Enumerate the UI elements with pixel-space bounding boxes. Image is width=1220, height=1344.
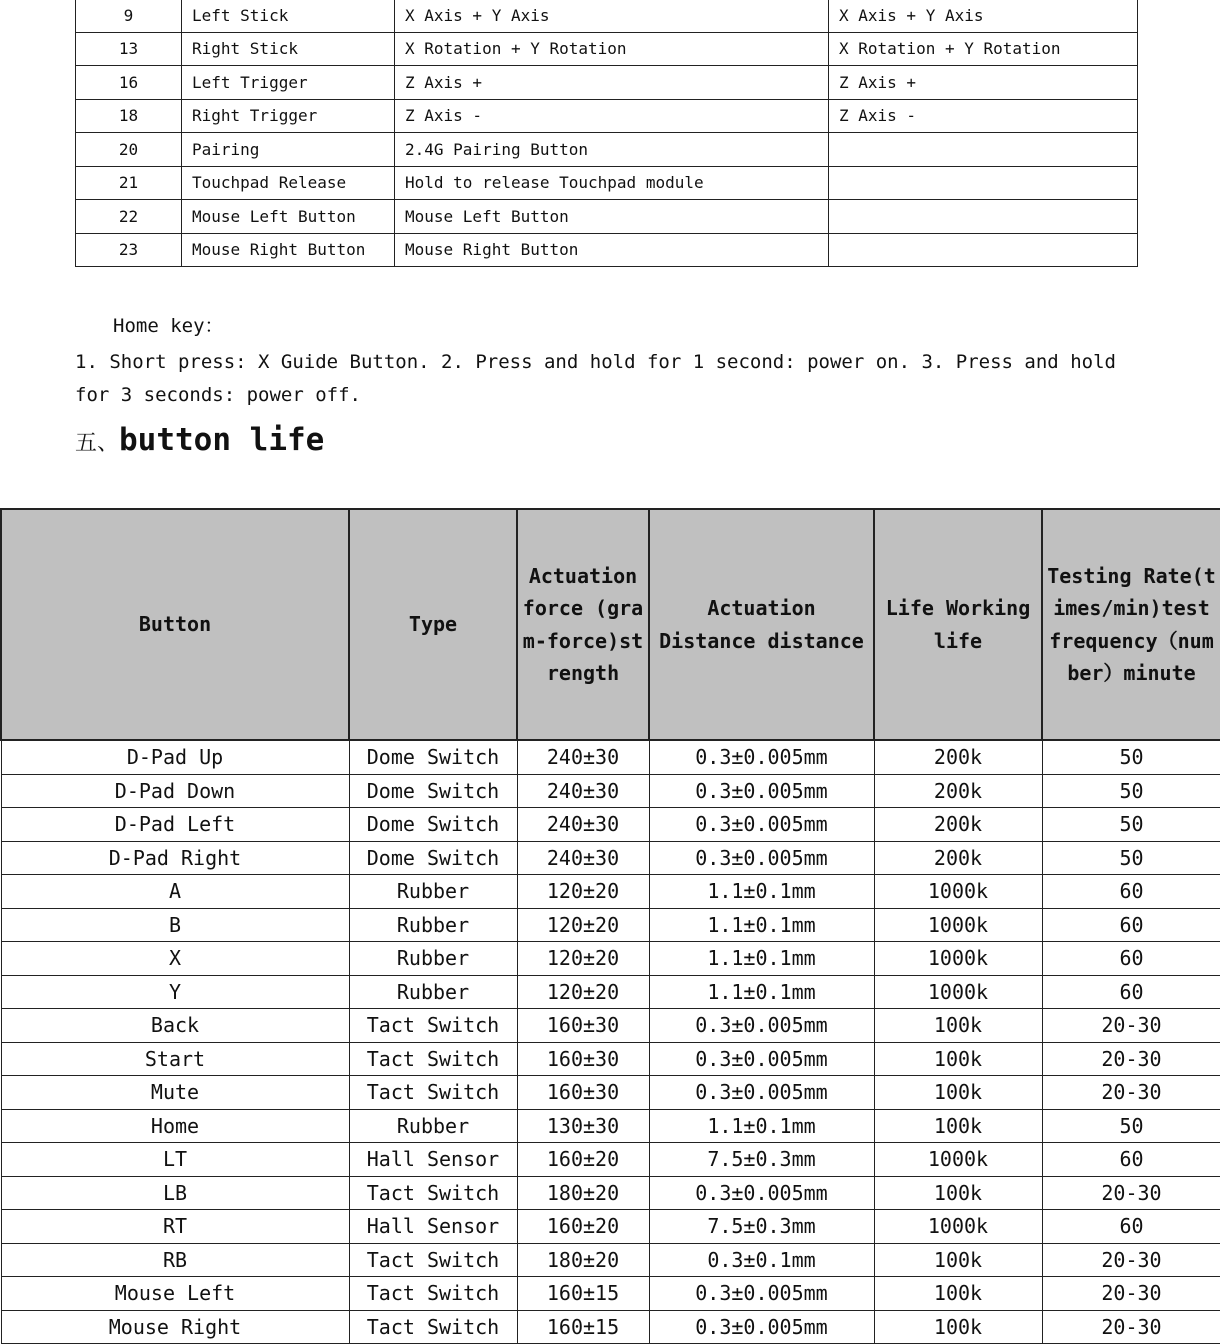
- actuation-distance-cell: 0.3±0.005mm: [649, 1176, 874, 1210]
- actuation-force-cell: 160±30: [517, 1076, 649, 1110]
- table-row: [1, 774, 1220, 808]
- button-name-cell: Home: [1, 1109, 349, 1143]
- working-life-cell: 100k: [874, 1009, 1042, 1043]
- actuation-force-cell: 160±15: [517, 1277, 649, 1311]
- working-life-cell: 1000k: [874, 975, 1042, 1009]
- testing-rate-cell: 50: [1042, 808, 1220, 842]
- actuation-distance-cell: 0.3±0.005mm: [649, 740, 874, 774]
- switch-type-cell: Dome Switch: [349, 841, 517, 875]
- section-title: button life: [119, 422, 325, 458]
- table-row: [1, 1143, 1220, 1177]
- actuation-force-cell: 120±20: [517, 908, 649, 942]
- mapping-function-cell: X Rotation + Y Rotation: [395, 32, 829, 66]
- button-mapping-table-body: [76, 0, 1138, 267]
- actuation-force-cell: 240±30: [517, 808, 649, 842]
- mapping-number-cell: 18: [76, 99, 182, 133]
- switch-type-cell: Dome Switch: [349, 774, 517, 808]
- mapping-mode-cell: [829, 233, 1138, 267]
- section-number: 五、: [75, 431, 120, 456]
- mapping-function-cell: Z Axis -: [395, 99, 829, 133]
- working-life-cell: 100k: [874, 1042, 1042, 1076]
- working-life-cell: 200k: [874, 808, 1042, 842]
- switch-type-cell: Tact Switch: [349, 1310, 517, 1344]
- mapping-name-cell: Right Trigger: [182, 99, 395, 133]
- testing-rate-cell: 50: [1042, 774, 1220, 808]
- mapping-mode-cell: [829, 166, 1138, 200]
- actuation-force-cell: 160±20: [517, 1143, 649, 1177]
- actuation-force-cell: 160±30: [517, 1042, 649, 1076]
- testing-rate-cell: 60: [1042, 975, 1220, 1009]
- testing-rate-cell: 20-30: [1042, 1277, 1220, 1311]
- header-testing-rate: Testing Rate(times/min)test frequency（number）minute: [1042, 509, 1220, 740]
- table-row: [1, 1042, 1220, 1076]
- table-row: [1, 1310, 1220, 1344]
- mapping-name-cell: Left Stick: [182, 0, 395, 32]
- table-row: [1, 908, 1220, 942]
- button-name-cell: Mouse Left: [1, 1277, 349, 1311]
- testing-rate-cell: 20-30: [1042, 1076, 1220, 1110]
- mapping-number-cell: 9: [76, 0, 182, 32]
- header-actuation-distance-text: Actuation Distance distance: [659, 596, 864, 653]
- switch-type-cell: Hall Sensor: [349, 1143, 517, 1177]
- mapping-mode-cell: Z Axis +: [829, 66, 1138, 100]
- actuation-force-cell: 160±20: [517, 1210, 649, 1244]
- actuation-force-cell: 180±20: [517, 1176, 649, 1210]
- button-name-cell: A: [1, 875, 349, 909]
- table-row: [1, 808, 1220, 842]
- table-row: [76, 233, 1138, 267]
- button-life-table: [0, 508, 1220, 1344]
- table-row: [1, 1243, 1220, 1277]
- button-life-table-body: [1, 740, 1220, 1344]
- switch-type-cell: Rubber: [349, 875, 517, 909]
- header-life: Life Working life: [874, 509, 1042, 740]
- mapping-name-cell: Mouse Right Button: [182, 233, 395, 267]
- switch-type-cell: Tact Switch: [349, 1042, 517, 1076]
- mapping-function-cell: X Axis + Y Axis: [395, 0, 829, 32]
- button-name-cell: B: [1, 908, 349, 942]
- button-name-cell: D-Pad Right: [1, 841, 349, 875]
- home-key-description: 1. Short press: X Guide Button. 2. Press and hold for 1 second: power on. 3. Press and hold for 3 seconds: power off.: [75, 351, 1116, 406]
- mapping-function-cell: 2.4G Pairing Button: [395, 133, 829, 167]
- working-life-cell: 1000k: [874, 908, 1042, 942]
- actuation-force-cell: 130±30: [517, 1109, 649, 1143]
- actuation-force-cell: 180±20: [517, 1243, 649, 1277]
- working-life-cell: 100k: [874, 1176, 1042, 1210]
- actuation-distance-cell: 1.1±0.1mm: [649, 875, 874, 909]
- switch-type-cell: Rubber: [349, 1109, 517, 1143]
- actuation-force-cell: 120±20: [517, 975, 649, 1009]
- button-name-cell: LB: [1, 1176, 349, 1210]
- mapping-name-cell: Right Stick: [182, 32, 395, 66]
- actuation-distance-cell: 0.3±0.005mm: [649, 1009, 874, 1043]
- mapping-function-cell: Mouse Left Button: [395, 200, 829, 234]
- actuation-force-cell: 120±20: [517, 875, 649, 909]
- working-life-cell: 1000k: [874, 1143, 1042, 1177]
- actuation-distance-cell: 1.1±0.1mm: [649, 975, 874, 1009]
- button-name-cell: Start: [1, 1042, 349, 1076]
- switch-type-cell: Tact Switch: [349, 1076, 517, 1110]
- switch-type-cell: Rubber: [349, 908, 517, 942]
- button-name-cell: RT: [1, 1210, 349, 1244]
- table-row: [76, 99, 1138, 133]
- testing-rate-cell: 50: [1042, 841, 1220, 875]
- actuation-force-cell: 240±30: [517, 841, 649, 875]
- section-heading: [75, 422, 324, 458]
- table-row: [1, 740, 1220, 774]
- actuation-distance-cell: 1.1±0.1mm: [649, 1109, 874, 1143]
- testing-rate-cell: 20-30: [1042, 1243, 1220, 1277]
- button-name-cell: D-Pad Down: [1, 774, 349, 808]
- table-row: [76, 66, 1138, 100]
- actuation-distance-cell: 1.1±0.1mm: [649, 942, 874, 976]
- table-row: [76, 0, 1138, 32]
- actuation-force-cell: 160±15: [517, 1310, 649, 1344]
- mapping-name-cell: Mouse Left Button: [182, 200, 395, 234]
- table-row: [76, 166, 1138, 200]
- mapping-number-cell: 13: [76, 32, 182, 66]
- button-name-cell: D-Pad Up: [1, 740, 349, 774]
- button-name-cell: Y: [1, 975, 349, 1009]
- mapping-mode-cell: [829, 133, 1138, 167]
- button-name-cell: Mute: [1, 1076, 349, 1110]
- table-row: [76, 133, 1138, 167]
- working-life-cell: 1000k: [874, 875, 1042, 909]
- actuation-force-cell: 160±30: [517, 1009, 649, 1043]
- mapping-name-cell: Touchpad Release: [182, 166, 395, 200]
- home-key-label: Home key：: [113, 315, 224, 337]
- mapping-function-cell: Hold to release Touchpad module: [395, 166, 829, 200]
- actuation-distance-cell: 0.3±0.005mm: [649, 1042, 874, 1076]
- actuation-distance-cell: 0.3±0.005mm: [649, 1277, 874, 1311]
- switch-type-cell: Dome Switch: [349, 740, 517, 774]
- mapping-function-cell: Mouse Right Button: [395, 233, 829, 267]
- working-life-cell: 100k: [874, 1277, 1042, 1311]
- testing-rate-cell: 50: [1042, 1109, 1220, 1143]
- switch-type-cell: Tact Switch: [349, 1176, 517, 1210]
- mapping-number-cell: 16: [76, 66, 182, 100]
- button-name-cell: RB: [1, 1243, 349, 1277]
- switch-type-cell: Tact Switch: [349, 1009, 517, 1043]
- testing-rate-cell: 60: [1042, 875, 1220, 909]
- testing-rate-cell: 60: [1042, 1210, 1220, 1244]
- button-name-cell: LT: [1, 1143, 349, 1177]
- mapping-name-cell: Pairing: [182, 133, 395, 167]
- button-name-cell: Mouse Right: [1, 1310, 349, 1344]
- table-row: [1, 1009, 1220, 1043]
- header-actuation-force: Actuation force (gram-force)strength: [517, 509, 649, 740]
- mapping-mode-cell: Z Axis -: [829, 99, 1138, 133]
- switch-type-cell: Tact Switch: [349, 1243, 517, 1277]
- mapping-mode-cell: [829, 200, 1138, 234]
- working-life-cell: 100k: [874, 1076, 1042, 1110]
- table-row: [76, 32, 1138, 66]
- mapping-mode-cell: X Axis + Y Axis: [829, 0, 1138, 32]
- actuation-distance-cell: 7.5±0.3mm: [649, 1210, 874, 1244]
- mapping-number-cell: 22: [76, 200, 182, 234]
- testing-rate-cell: 60: [1042, 942, 1220, 976]
- testing-rate-cell: 20-30: [1042, 1042, 1220, 1076]
- table-row: [1, 1176, 1220, 1210]
- working-life-cell: 1000k: [874, 1210, 1042, 1244]
- table-row: [1, 1076, 1220, 1110]
- switch-type-cell: Rubber: [349, 942, 517, 976]
- working-life-cell: 200k: [874, 774, 1042, 808]
- switch-type-cell: Rubber: [349, 975, 517, 1009]
- button-name-cell: X: [1, 942, 349, 976]
- life-table-header-row: [1, 509, 1220, 740]
- mapping-name-cell: Left Trigger: [182, 66, 395, 100]
- testing-rate-cell: 20-30: [1042, 1176, 1220, 1210]
- actuation-distance-cell: 0.3±0.1mm: [649, 1243, 874, 1277]
- actuation-distance-cell: 0.3±0.005mm: [649, 841, 874, 875]
- actuation-distance-cell: 0.3±0.005mm: [649, 1076, 874, 1110]
- working-life-cell: 100k: [874, 1310, 1042, 1344]
- table-row: [1, 942, 1220, 976]
- button-name-cell: Back: [1, 1009, 349, 1043]
- testing-rate-cell: 50: [1042, 740, 1220, 774]
- working-life-cell: 200k: [874, 740, 1042, 774]
- actuation-distance-cell: 0.3±0.005mm: [649, 1310, 874, 1344]
- working-life-cell: 1000k: [874, 942, 1042, 976]
- table-row: [1, 1210, 1220, 1244]
- table-row: [1, 1109, 1220, 1143]
- mapping-number-cell: 23: [76, 233, 182, 267]
- mapping-mode-cell: X Rotation + Y Rotation: [829, 32, 1138, 66]
- mapping-number-cell: 21: [76, 166, 182, 200]
- testing-rate-cell: 20-30: [1042, 1009, 1220, 1043]
- testing-rate-cell: 60: [1042, 908, 1220, 942]
- header-actuation-distance: [649, 509, 874, 740]
- table-row: [1, 1277, 1220, 1311]
- actuation-distance-cell: 0.3±0.005mm: [649, 808, 874, 842]
- switch-type-cell: Hall Sensor: [349, 1210, 517, 1244]
- testing-rate-cell: 20-30: [1042, 1310, 1220, 1344]
- working-life-cell: 100k: [874, 1243, 1042, 1277]
- header-button: Button: [1, 509, 349, 740]
- table-row: [1, 841, 1220, 875]
- actuation-force-cell: 240±30: [517, 774, 649, 808]
- actuation-force-cell: 120±20: [517, 942, 649, 976]
- actuation-force-cell: 240±30: [517, 740, 649, 774]
- working-life-cell: 200k: [874, 841, 1042, 875]
- actuation-distance-cell: 0.3±0.005mm: [649, 774, 874, 808]
- mapping-number-cell: 20: [76, 133, 182, 167]
- switch-type-cell: Tact Switch: [349, 1277, 517, 1311]
- actuation-distance-cell: 1.1±0.1mm: [649, 908, 874, 942]
- switch-type-cell: Dome Switch: [349, 808, 517, 842]
- button-name-cell: D-Pad Left: [1, 808, 349, 842]
- mapping-function-cell: Z Axis +: [395, 66, 829, 100]
- table-row: [76, 200, 1138, 234]
- working-life-cell: 100k: [874, 1109, 1042, 1143]
- table-row: [1, 975, 1220, 1009]
- header-type: Type: [349, 509, 517, 740]
- actuation-distance-cell: 7.5±0.3mm: [649, 1143, 874, 1177]
- table-row: [1, 875, 1220, 909]
- button-mapping-table: [75, 0, 1138, 267]
- testing-rate-cell: 60: [1042, 1143, 1220, 1177]
